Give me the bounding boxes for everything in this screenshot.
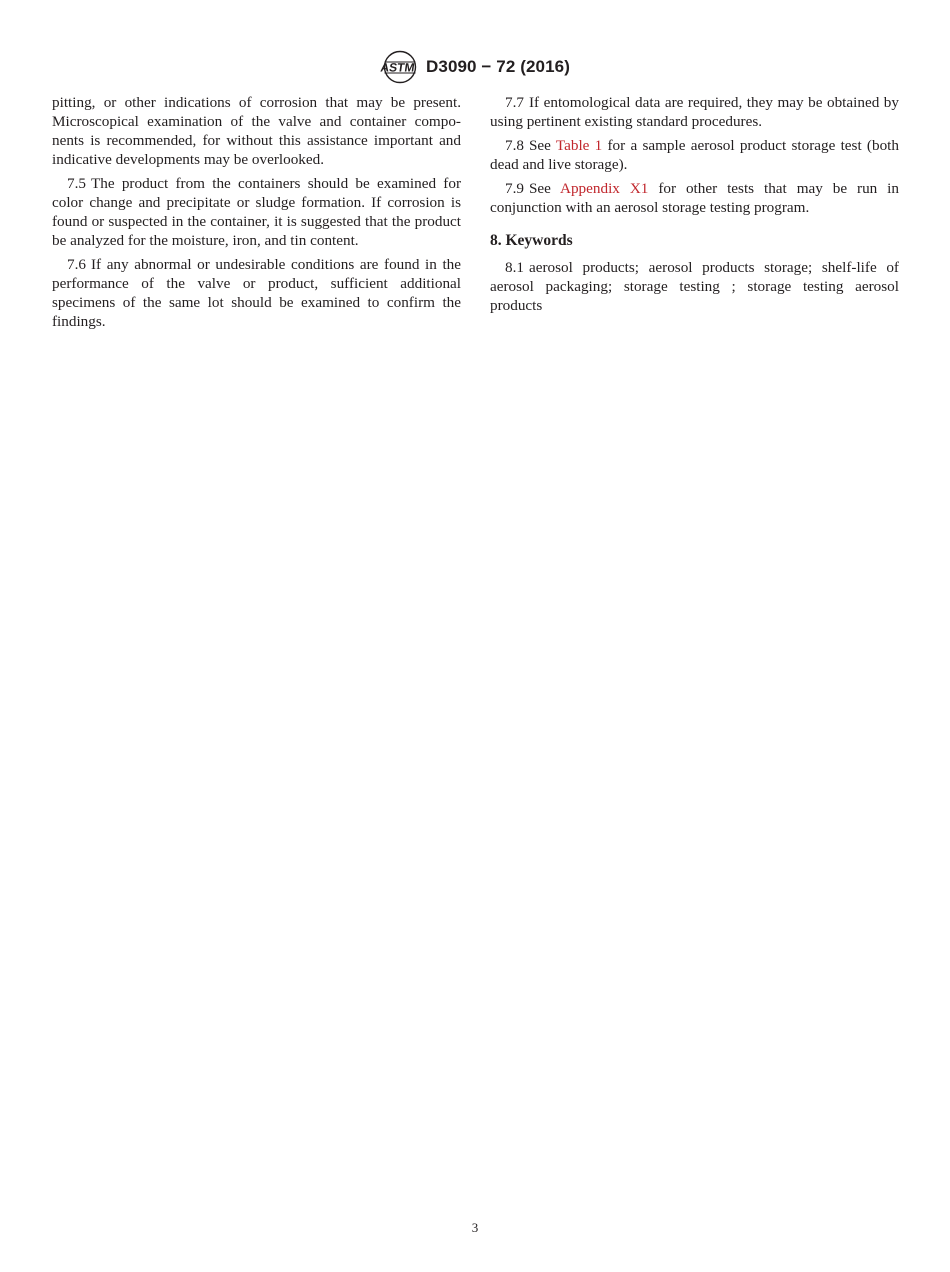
paragraph-text: The product from the containers should be examined for color change and precipitate or sludge formation. If corrosion is found or suspected in the container, it is suggested that the product be analyzed for the moisture, iron, and tin content. xyxy=(52,175,461,249)
section-heading-keywords: 8. Keywords xyxy=(490,232,573,249)
paragraph-7-6 xyxy=(52,255,461,331)
right-column xyxy=(490,93,899,320)
paragraph-text-post: for a sample aerosol product storage test (both dead and live storage). xyxy=(490,137,899,173)
paragraph-8-1 xyxy=(490,258,899,315)
paragraph-number: 7.8 xyxy=(505,137,524,154)
paragraph-text-pre: See xyxy=(528,137,556,154)
paragraph-number: 7.7 xyxy=(505,94,524,111)
document-id: D3090 − 72 (2016) xyxy=(426,57,570,76)
astm-logo-icon xyxy=(380,50,420,84)
page-header xyxy=(0,50,950,84)
paragraph-number: 8.1 xyxy=(505,259,524,276)
paragraph-7-8 xyxy=(490,136,899,174)
paragraph-7-9 xyxy=(490,179,899,217)
paragraph-number: 7.9 xyxy=(505,180,524,197)
paragraph-7-7 xyxy=(490,93,899,131)
paragraph-text: aerosol products; aerosol products storage; shelf-life of aerosol packaging; storage testing ; storage testing aerosol products xyxy=(490,259,899,314)
paragraph-text-pre: See xyxy=(528,180,560,197)
paragraph-text: If any abnormal or undesirable conditions are found in the performance of the valve or product, sufficient additional specimens of the same lot should be examined to confirm the findings. xyxy=(52,256,461,330)
paragraph-text: If entomological data are required, they may be obtained by using pertinent existing standard procedures. xyxy=(490,94,899,130)
paragraph-number: 7.5 xyxy=(67,175,86,192)
paragraph-number: 7.6 xyxy=(67,256,86,273)
appendix-x1-link[interactable]: Appendix X1 xyxy=(560,180,649,197)
left-column xyxy=(52,93,461,336)
paragraph-text-post: for other tests that may be run in conjunction with an aerosol storage testing program. xyxy=(490,180,899,216)
table-1-link[interactable]: Table 1 xyxy=(555,137,603,154)
page-number: 3 xyxy=(471,1220,479,1235)
paragraph-7-5 xyxy=(52,174,461,250)
logo-text: ASTM xyxy=(380,60,416,75)
paragraph-continued: pitting, or other indications of corrosion that may be present. Microscopical examination of the valve and container compo-nents is recommended, for without this assistance important and indicative developments may be overlooked. xyxy=(52,94,461,168)
